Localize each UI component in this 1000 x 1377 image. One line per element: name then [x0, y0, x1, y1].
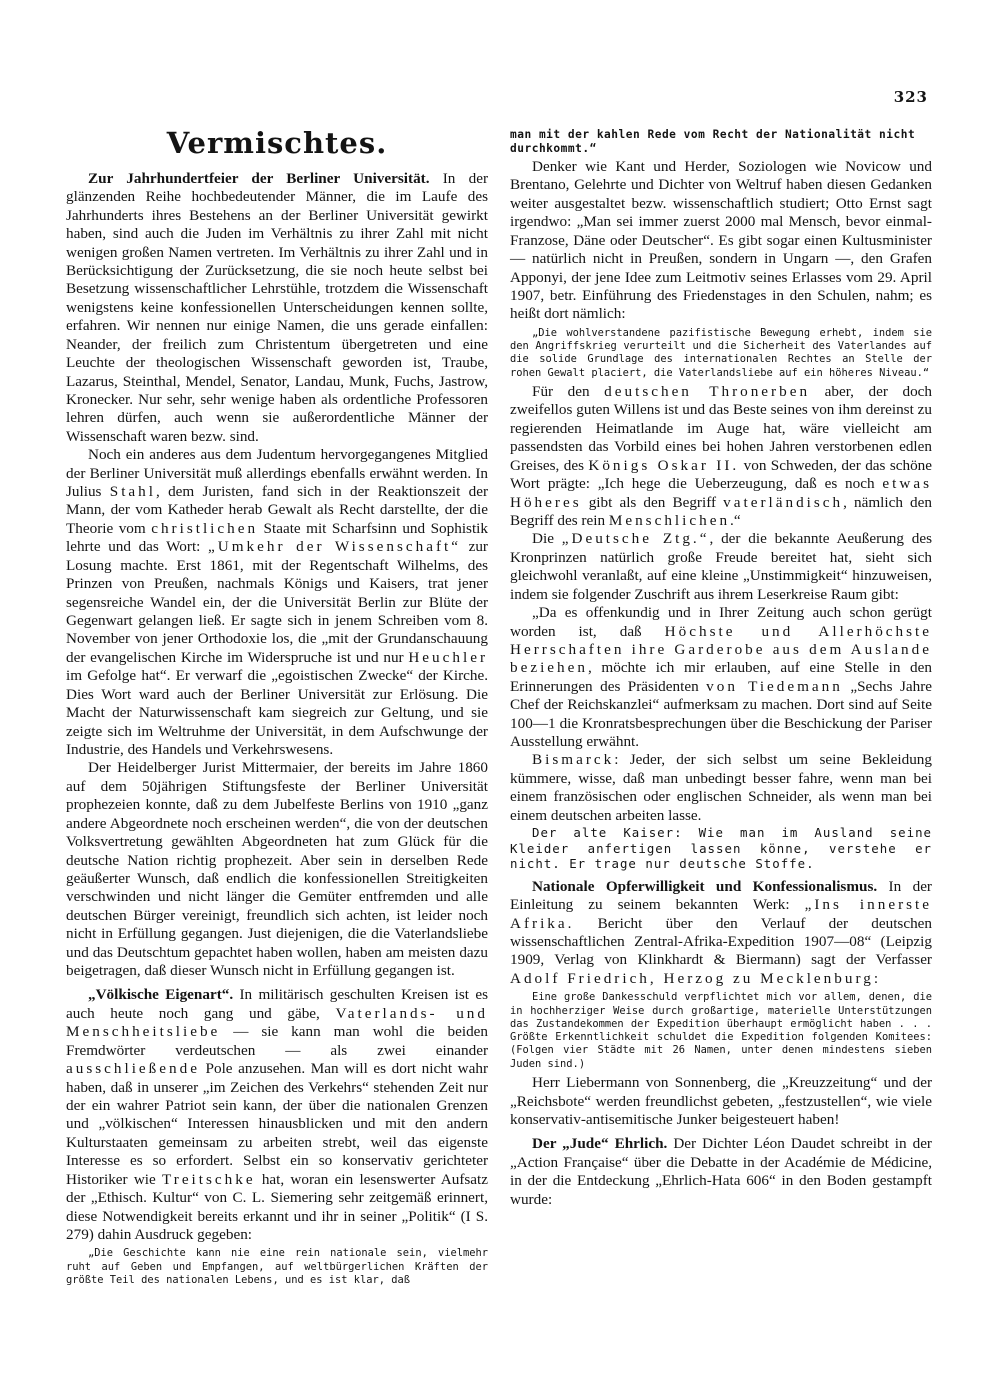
text-run: : [873, 969, 879, 987]
quote-treitschke-continued: man mit der kahlen Rede vom Recht der Nationalität nicht durchkommt.“ [510, 128, 916, 155]
paragraph-stahl [66, 446, 488, 759]
text-run: — sie kann man wohl die beiden Fremdwörter verdeutschen — als zwei einander [66, 1023, 488, 1059]
article-jahrhundertfeier [66, 170, 488, 446]
text-run: im Gefolge hat“. Er verwarf die „egoistischen Zwecke“ der Kirche. Dies Wort ward auch der Berliner Universität zur Erlösung. Die Macht der Naturwissenschaft kam siegreich zur Geltung, und sie zeigte sich im Weltruhme der Universität, in dem Aufschwunge der Industrie, des Handels und Verkehrswesens. [66, 667, 488, 758]
quote-mecklenburg: Eine große Dankesschuld verpflichtet mich vor allem, denen, die in hochherziger Weise durch großartige, materielle Unterstützungen das Zustandekommen der Expedition überhaupt ermöglicht haben . . . Größte Erkenntlichkeit schuldet die Expedition folgenden Komitees: (Folgen vier Städte mit 26 Namen, unter denen mindestens sieben Juden sind.) [510, 991, 932, 1070]
text-run: In der Einleitung zu seinem bekannten Werk: [510, 877, 932, 914]
quote-apponyi: „Die wohlverstandene pazifistische Bewegung erhebt, indem sie den Angriffskrieg verurteilt und die Sicherheit des Vaterlandes auf die solide Grundlage des internationalen Rechtes an Stelle der rohen Gewalt placiert, die Vaterlandsliebe auf ein höheres Niveau.“ [510, 326, 932, 379]
article-title: „Völkische Eigenart“. [88, 986, 234, 1004]
text-run: Staate mit Scharfsinn und Sophistik lehrte und das Wort: [66, 519, 488, 556]
spaced-emphasis: Heuchler [408, 648, 488, 666]
text-run: Bericht über den Verlauf der deutschen wissenschaftlichen Zentral-Afrika-Expedition 1907—08“ (Leipzig 1909, Verlag von Klinkhardt & Biermann) sagt der Verfasser [510, 914, 932, 969]
text-run: , dem Juristen, fand sich in der Reaktionszeit der Mann, der vom Katheder herab Gewalt als Recht darstellte, der die Theorie vom [66, 483, 489, 537]
paragraph-mittermaier: Der Heidelberger Jurist Mittermaier, der bereits im Jahre 1860 auf dem 50jährigen Stiftungsfeste der Berliner Universität prophezeien konnte, daß zu dem Jubelfeste Berlins von 1910 „ganz andere Abgeordnete noch erscheinen werden“, die von der deutschen Volksvertretung gewählten Abgeordneten hat zum Glück für die deutsche Nation richtig prophezeit. Aber sein in derselben Rede geäußerter Wunsch, daß endlich die konfessionellen Streitigkeiten verschwinden und nicht länger die Gemüter entfremden und alle deutschen Bürger vereinigt, freundlich sich achten, ist leider noch nicht in Erfüllung gegangen. Just diejenigen, die die Vaterlandsliebe und das Deutschtum gepachtet haben wollen, haben am meisten dazu beigetragen, daß dieser Wunsch nicht in Erfüllung gegangen ist. [66, 759, 488, 980]
paragraph-liebermann: Herr Liebermann von Sonnenberg, die „Kreuzzeitung“ und der „Reichsbote“ werden freundlichst gebeten, „festzustellen“, wie viele konservativ-antisemitische Junker beigesteuert haben! [510, 1074, 932, 1128]
text-run: .“ [730, 512, 741, 529]
article-jude-ehrlich [510, 1135, 932, 1209]
spaced-emphasis: Bismarck [532, 751, 615, 769]
text-run: zur Losung machte. Erst 1861, mit der Regentschaft Wilhelms, des Prinzen von Preußen, nachmals Königs und Kaisers, trat jener segensreiche Wandel ein, der die Universität Berlin zur Blüte der Gegenwart gelangen ließ. Er sagte sich in jenem Schreiben vom 8. November von jener Orthodoxie los, die „mit der Grundanschauung der evangelischen Kirche im Widerspruche ist und nur [66, 538, 488, 666]
text-run: Der Dichter Léon Daudet schreibt in der „Action Française“ über die Debatte in der Académie de Médicine, in der die Entdeckung „Ehrlich-Hata 606“ in den Boden gestampft wurde: [510, 1135, 932, 1208]
paragraph-denker: Denker wie Kant und Herder, Soziologen wie Novicow und Brentano, Gelehrte und Dichter von Weltruf haben diesen Gedanken weiter ausgestaltet bezw. wissenschaftlich studiert; Otto Ernst sagt irgendwo: „Man sei immer zuerst 2000 mal Mensch, bevor einmal-Franzose, Däne oder Deutscher“. Es gibt sogar einen Kultusminister — natürlich nicht in Preußen, sondern in Ungarn —, den Grafen Apponyi, der jene Idee zum Leitmotiv seines Erlasses vom 29. April 1907, betr. Einführung des Friedenstages in den Schulen, nahm; es heißt dort nämlich: [510, 158, 932, 323]
article-opferwilligkeit [510, 878, 932, 989]
right-column [510, 128, 932, 1209]
text-run: aber, der doch zweifellos guten Willens ist und das Beste seines von ihm dereinst zu regierenden Heimatlande im Auge hat, wäre vielleicht am passendsten das Vorbild eines bei hohen Jahren verstorbenen edlen Greises, des [510, 383, 932, 474]
spaced-emphasis: von Tiedemann [706, 677, 843, 695]
spaced-emphasis: Adolf Friedrich, Herzog zu Mecklenburg [510, 969, 874, 987]
paragraph-zuschrift [510, 604, 932, 751]
spaced-emphasis: „Ins innerste Afrika. [510, 896, 932, 932]
paragraph-deutsche-zeitung [510, 530, 932, 604]
text-run: Noch ein anderes aus dem Judentum hervorgegangenes Mitglied der Berliner Universität muß allerdings ebenfalls erwähnt werden. In Julius [66, 446, 488, 501]
section-heading: Vermischtes. [166, 126, 388, 160]
text-run: hat, woran ein lesenswerter Aufsatz der „Ethisch. Kultur“ von C. L. Siemering sehr zeitgemäß erinnert, diese Notwendigkeit bereits erkannt und ihr in seiner „Politik“ (I S. 279) dahin Ausdruck gegeben: [66, 1170, 488, 1243]
spaced-emphasis: Vaterlands- und Menschheitsliebe [66, 1004, 488, 1041]
spaced-emphasis: „Deutsche Ztg.“ [561, 530, 710, 548]
spaced-emphasis: deutschen Thronerben [604, 383, 811, 401]
left-column [66, 128, 488, 1290]
paragraph-thronerben [510, 383, 932, 530]
paragraph-alter-kaiser: Der alte Kaiser: Wie man im Ausland seine Kleider anfertigen lassen könne, verstehe er nicht. Er trage nur deutsche Stoffe. [510, 825, 932, 872]
spaced-emphasis: etwas Höheres [510, 475, 932, 511]
text-run: : Jeder, der sich selbst um seine Bekleidung kümmere, wisse, daß man unbedingt besser fahre, wenn man bei einem französischen oder englischen Schneider, als wenn man bei einem deutschen arbeiten lasse. [510, 751, 932, 824]
article-title: Der „Jude“ Ehrlich. [532, 1135, 668, 1153]
spaced-emphasis: „Umkehr der Wissenschaft“ [208, 538, 461, 556]
spaced-emphasis: vaterländisch [723, 493, 844, 511]
text-run: Für den [532, 383, 605, 401]
paragraph-bismarck [510, 751, 932, 825]
spaced-emphasis: Treitschke [162, 1170, 256, 1188]
text-run: Pole anzusehen. Man will es dort nicht wahr haben, daß in unserer „im Zeichen des Verkehrs“ stehenden Zeit nur der ein wahrer Patriot sein kann, der über die nationalen Grenzen und „völkischen“ Interessen hinausblicken und mit den andern Kulturstaaten gemeinsam zu arbeiten strebt, weil das eigenste Interesse es so erfordert. Selbst ein so konservativ gerichteter Historiker wie [66, 1060, 488, 1188]
text-run: , der die bekannte Aeußerung des Kronprinzen natürlich große Freude bereitet hat, sieht sich gleichwohl veranlaßt, auf eine kleine „Unstimmigkeit“ hinzuweisen, indem sie folgender Zuschrift aus ihrem Leserkreise Raum gibt: [510, 530, 932, 603]
spaced-emphasis: Stahl [109, 483, 156, 501]
article-voelkische-eigenart [66, 986, 488, 1244]
article-title: Nationale Opferwilligkeit und Konfessionalismus. [532, 877, 878, 895]
spaced-emphasis: Königs Oskar II. [588, 456, 740, 474]
text-run: Die [532, 530, 562, 548]
text-run: von Schweden, der das schöne Wort prägte: „Ich hege die Ueberzeugung, daß es noch [510, 456, 933, 493]
paragraph-text: In der glänzenden Reihe hochbedeutender Männer, die im Laufe des Jahrhunderts ihres Bestehens an der Berliner Universität gewirkt haben, sind auch die Juden im Verhältnis zu ihrer Zahl mit nicht wenigen großen Namen vertreten. Im Verhältnis zu ihrer Zahl und in Berücksichtigung der Zurücksetzung, die sie noch heute selbst bei Besetzung wissenschaftlicher Lehrstühle, trotzdem die Wissenschaft wenigstens keine konfessionellen Unterscheidungen kennen sollte, erfahren. Wir nennen nur einige Namen, die uns gerade einfallen: Neander, der freilich zum Christentum übergetreten und eine Leuchte der theologischen Wissenschaft geworden ist, Traube, Lazarus, Steinthal, Mendel, Senator, Landau, Munk, Fuchs, Jastrow, Kronecker. Nur sehr, sehr wenige haben als ordentliche Professoren lehren dürfen, auch wenn sie außerordentliche Männer der Wissenschaft waren bezw. sind. [66, 169, 488, 445]
text-run: , nämlich den Begriff des rein [510, 493, 932, 529]
text-run: „Sechs Jahre Chef der Reichskanzlei“ aufmerksam zu machen. Dort sind auf Seite 100—1 die Kronratsbesprechungen über die Beschickung der Pariser Ausstellung erwähnt. [510, 677, 932, 751]
spaced-emphasis: ausschließende [66, 1060, 200, 1078]
text-run: „Da es offenkundig und in Ihrer Zeitung auch schon gerügt worden ist, daß [510, 604, 932, 640]
page-number: 323 [893, 88, 928, 106]
article-title: Zur Jahrhundertfeier der Berliner Universität. [88, 169, 430, 187]
quote-treitschke: „Die Geschichte kann nie eine rein nationale sein, vielmehr ruht auf Geben und Empfangen, auf weltbürgerlichen Kräften der größte Teil des nationalen Lebens, und es ist klar, daß [66, 1247, 488, 1286]
text-run: , möchte ich mir erlauben, auf eine Stelle in den Erinnerungen des Präsidenten [510, 659, 932, 695]
spaced-emphasis: Höchste und Allerhöchste Herrschaften ihre Garderobe aus dem Auslande beziehen [510, 622, 933, 677]
text-run: In militärisch geschulten Kreisen ist es auch heute noch gang und gäbe, [66, 986, 488, 1022]
text-run: gibt als den Begriff [581, 493, 724, 511]
spaced-emphasis: Menschlichen [608, 512, 731, 529]
spaced-emphasis: christlichen [151, 519, 259, 537]
